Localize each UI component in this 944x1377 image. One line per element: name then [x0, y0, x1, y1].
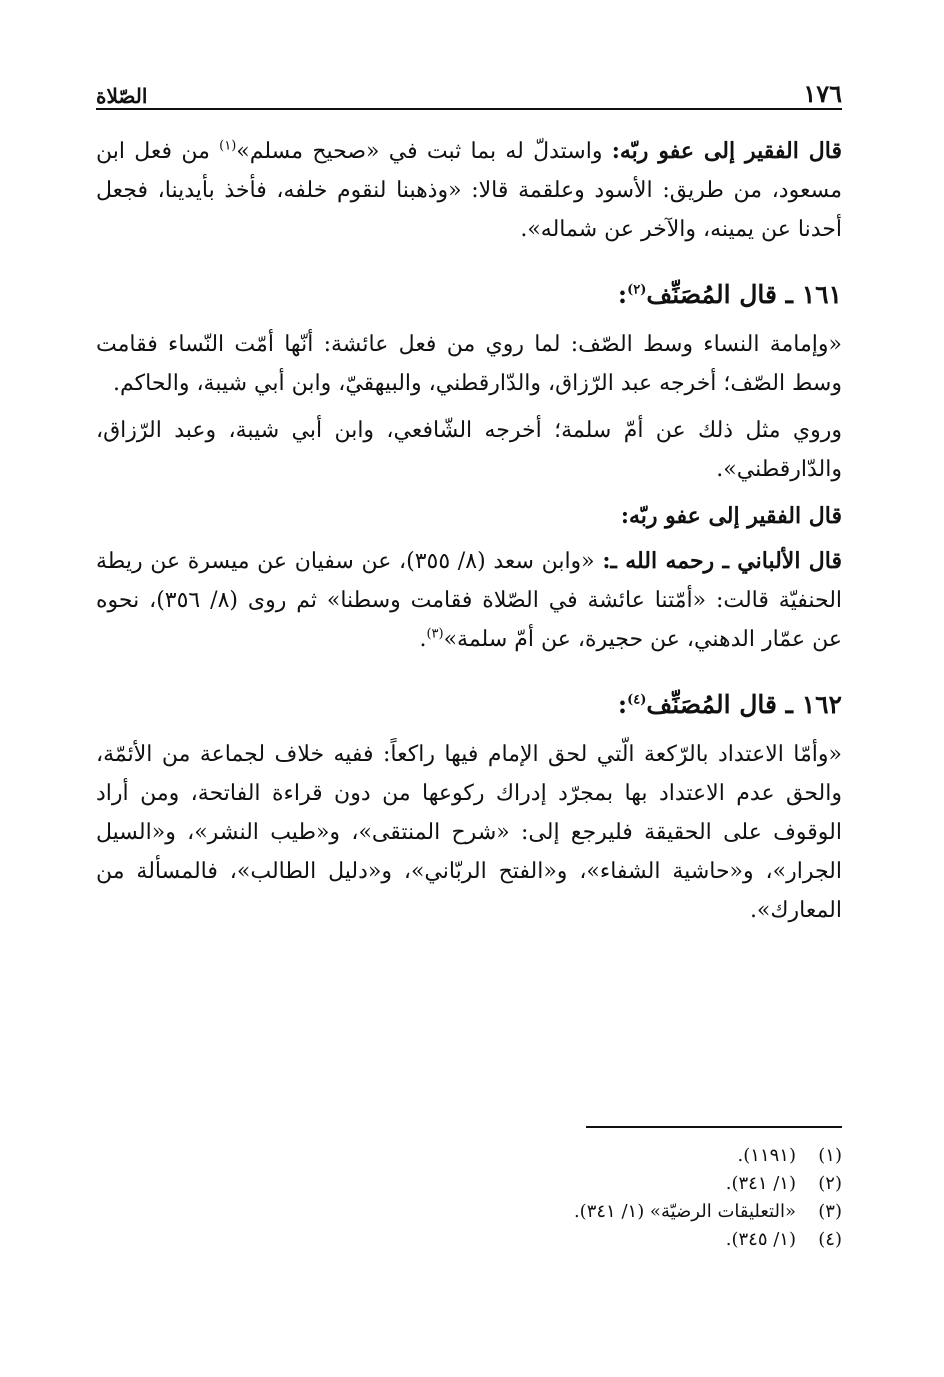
- book-page: [96, 60, 842, 1340]
- section-161-quote-continued: وروي مثل ذلك عن أمّ سلمة؛ أخرجه الشّافعي، وابن أبي شيبة، وعبد الرّزاق، والدّارقطني».: [96, 418, 842, 482]
- section-161-heading: ١٦١ ـ قال المُصَنِّف$^{(٢)}$:: [617, 280, 842, 309]
- albani-comment: قال الألباني ـ رحمه الله ـ: «وابن سعد (٨/ ٣٥٥)، عن سفيان عن ميسرة عن ريطة الحنفيّة قالت: «أمّتنا عائشة في الصّلاة فقامت وسطنا» ثم روى (٨/ ٣٥٦)، نحوه عن عمّار الدهني، عن حجيرة، عن أمّ سلمة»$^{(٣)}$.: [96, 548, 843, 652]
- albani-text: «وابن سعد (٨/ ٣٥٥)، عن سفيان عن ميسرة عن ريطة الحنفيّة قالت: «أمّتنا عائشة في الصّلاة فقامت وسطنا» ثم روى (٨/ ٣٥٦)، نحوه عن عمّار الدهني، عن حجيرة، عن أمّ سلمة»: [96, 549, 843, 652]
- running-title: الصّلاة: [96, 84, 148, 108]
- author-comment-lead: قال الفقير إلى عفو ربّه:: [620, 503, 842, 529]
- intro-text-a: واستدلّ له بما ثبت في «صحيح مسلم»: [236, 139, 612, 164]
- section-162-heading: ١٦٢ ـ قال المُصَنِّف$^{(٤)}$:: [617, 690, 842, 719]
- footnote-item: (٤) (١/ ٣٤٥).: [725, 1229, 842, 1250]
- footnote-ref-3[interactable]: (٣): [426, 626, 444, 642]
- section-162-quote: «وأمّا الاعتداد بالرّكعة الّتي لحق الإمام فيها راكعاً: ففيه خلاف لجماعة من الأئمّة، والحق عدم الاعتداد بها بمجرّد إدراك ركوعها من دون قراءة الفاتحة، ومن أراد الوقوف على الحقيقة فليرجع إلى: «شرح المنتقى»، و«طيب النشر»، و«السيل الجرار»، و«حاشية الشفاء»، و«الفتح الربّاني»، و«دليل الطالب»، فالمسألة من المعارك».: [96, 742, 842, 923]
- page-header: [96, 60, 842, 110]
- footnote-item: (٢) (١/ ٣٤١).: [725, 1173, 842, 1194]
- footnote-item: (١) (١١٩١).: [737, 1145, 842, 1166]
- intro-paragraph: [96, 132, 842, 249]
- albani-lead: قال الألباني ـ رحمه الله ـ:: [602, 548, 842, 574]
- author-lead: قال الفقير إلى عفو ربّه:: [611, 138, 842, 164]
- page-number: ١٧٦: [803, 79, 842, 108]
- intro-text-b: من فعل ابن مسعود، من طريق: الأسود وعلقمة قالا: «وذهبنا لنقوم خلفه، فأخذ بأيدينا، فجعل أحدنا عن يمينه، والآخر عن شماله».: [96, 139, 842, 242]
- footnote-ref-2[interactable]: (٢): [627, 282, 647, 298]
- footnote-item: (٣) «التعليقات الرضيّة» (١/ ٣٤١).: [573, 1201, 842, 1222]
- footnote-ref-4[interactable]: (٤): [627, 692, 647, 708]
- section-161-quote: «وإمامة النساء وسط الصّف: لما روي من فعل عائشة: أنّها أمّت النّساء فقامت وسط الصّف؛ أخرجه عبد الرّزاق، والدّارقطني، والبيهقيّ، وابن أبي شيبة، والحاكم.: [96, 332, 842, 396]
- footnotes: [96, 1142, 842, 1254]
- footnote-divider: [586, 1126, 842, 1128]
- footnote-ref-1[interactable]: (١): [219, 138, 237, 154]
